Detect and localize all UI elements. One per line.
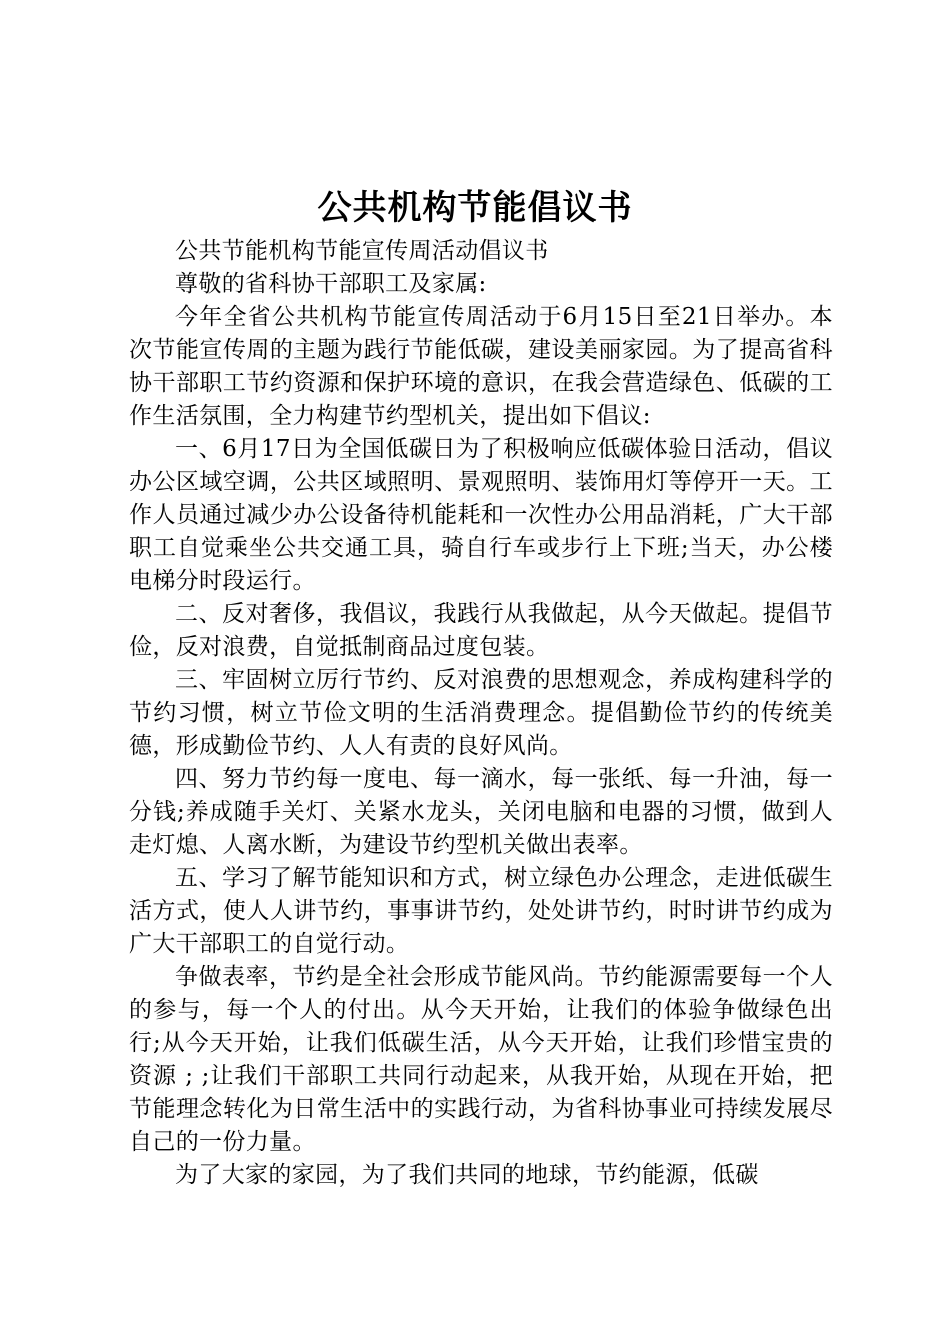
closing-paragraph: 为了大家的家园，为了我们共同的地球，节约能源，低碳 <box>175 1162 759 1188</box>
proposal-paragraph-3: 三、牢固树立厉行节约、反对浪费的思想观念，养成构建科学的节约习惯，树立节俭文明的生活消费理念。提倡勤俭节约的传统美德，形成勤俭节约、人人有责的良好风尚。 <box>129 667 833 759</box>
salutation-paragraph: 尊敬的省科协干部职工及家属: <box>175 271 487 297</box>
subtitle-paragraph: 公共节能机构节能宣传周活动倡议书 <box>175 238 549 264</box>
proposal-paragraph-2: 二、反对奢侈，我倡议，我践行从我做起，从今天做起。提倡节俭，反对浪费，自觉抵制商品过度包装。 <box>129 601 833 660</box>
intro-paragraph: 今年全省公共机构节能宣传周活动于6月15日至21日举办。本次节能宣传周的主题为践行节能低碳，建设美丽家园。为了提高省科协干部职工节约资源和保护环境的意识，在我会营造绿色、低碳的工作生活氛围，全力构建节约型机关，提出如下倡议: <box>129 304 833 429</box>
appeal-paragraph: 争做表率，节约是全社会形成节能风尚。节约能源需要每一个人的参与，每一个人的付出。从今天开始，让我们的体验争做绿色出行;从今天开始，让我们低碳生活，从今天开始，让我们珍惜宝贵的资源 ; ;让我们干部职工共同行动起来，从我开始，从现在开始，把节能理念转化为日常生活中的实践行动，为省科协事业可持续发展尽自己的一份力量。 <box>129 964 833 1155</box>
document-title: 公共机构节能倡议书 <box>317 188 633 228</box>
proposal-paragraph-1: 一、6月17日为全国低碳日为了积极响应低碳体验日活动，倡议办公区域空调，公共区域照明、景观照明、装饰用灯等停开一天。工作人员通过减少办公设备待机能耗和一次性办公用品消耗，广大干部职工自觉乘坐公共交通工具，骑自行车或步行上下班;当天，办公楼电梯分时段运行。 <box>129 436 833 594</box>
proposal-paragraph-5: 五、学习了解节能知识和方式，树立绿色办公理念，走进低碳生活方式，使人人讲节约，事事讲节约，处处讲节约，时时讲节约成为广大干部职工的自觉行动。 <box>129 865 833 957</box>
document-body <box>129 235 833 1192</box>
proposal-paragraph-4: 四、努力节约每一度电、每一滴水，每一张纸、每一升油，每一分钱;养成随手关灯、关紧水龙头，关闭电脑和电器的习惯，做到人走灯熄、人离水断，为建设节约型机关做出表率。 <box>129 766 833 858</box>
